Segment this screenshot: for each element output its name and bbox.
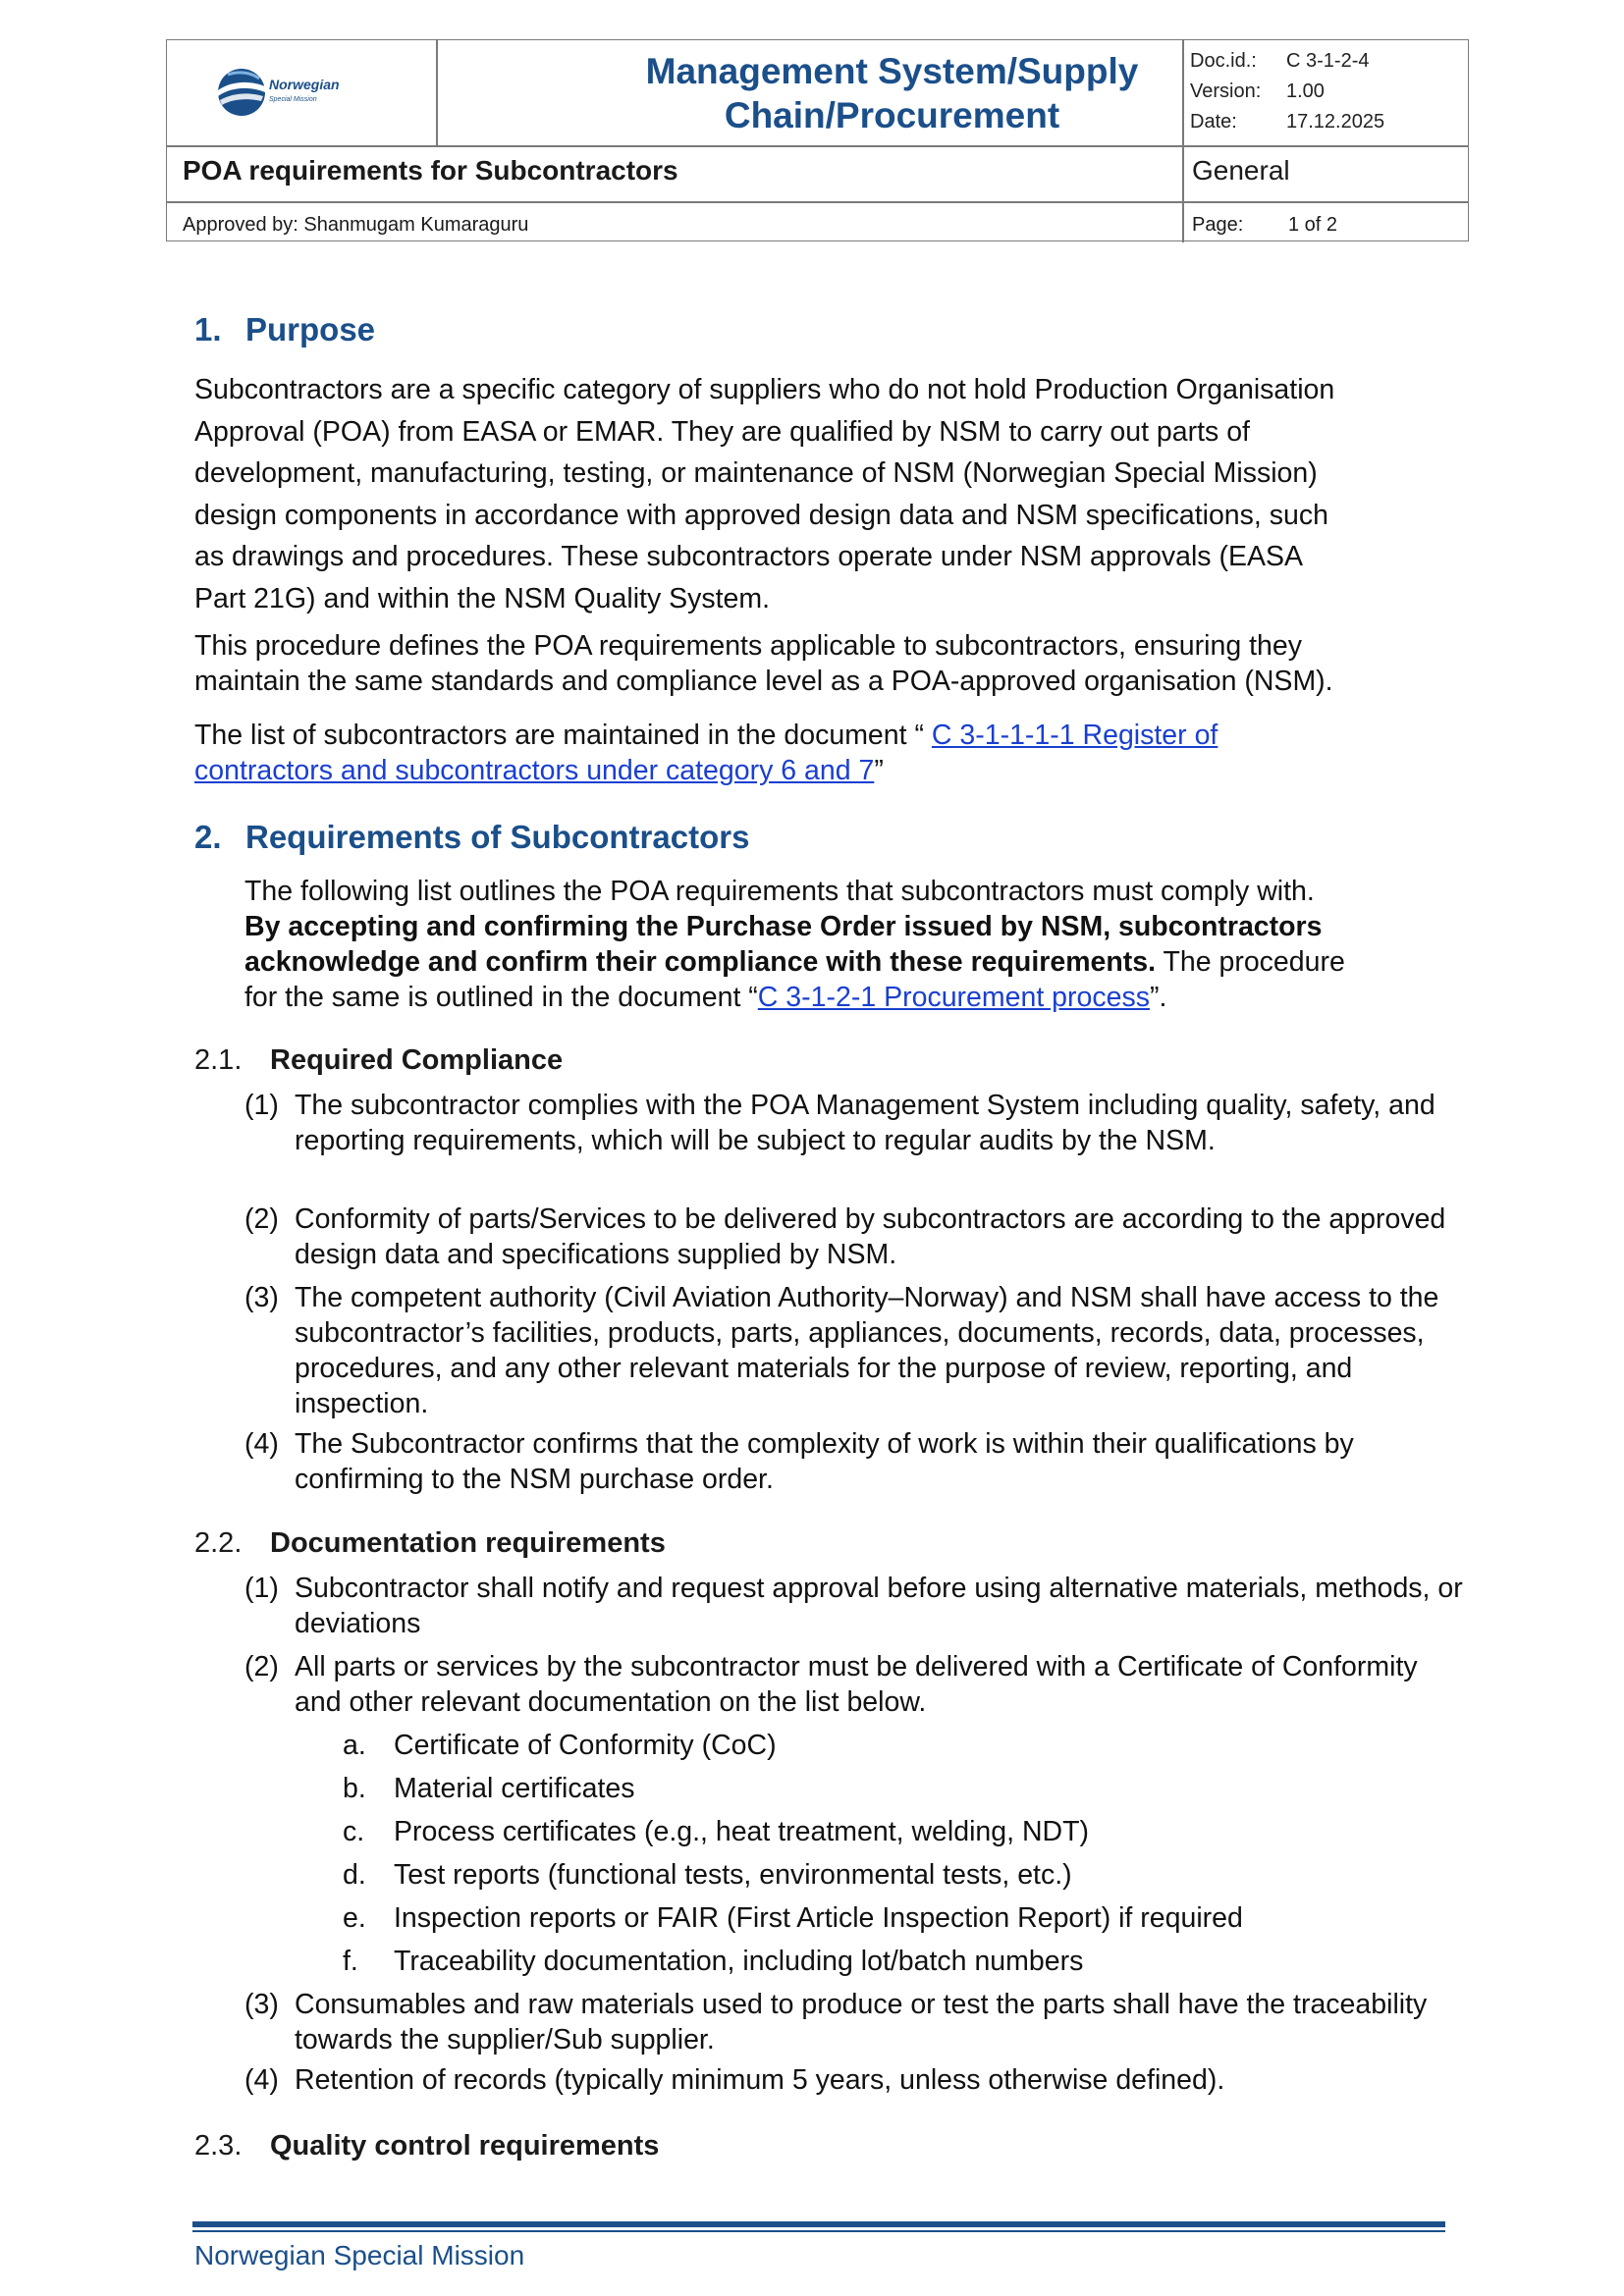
- text-line: The following list outlines the POA requirements that subcontractors must comply with.: [244, 876, 1315, 907]
- list-marker: (1): [244, 1573, 279, 1604]
- sub-list-text: Traceability documentation, including lot/batch numbers: [394, 1946, 1084, 1977]
- sub-list-text: Process certificates (e.g., heat treatment, welding, NDT): [394, 1816, 1090, 1847]
- sub-list-marker: b.: [343, 1773, 366, 1804]
- list-marker: (3): [244, 1989, 279, 2020]
- purpose-paragraph-3: [194, 718, 1461, 788]
- list-item: [244, 1201, 1467, 1272]
- text-segment: The procedure: [1156, 946, 1345, 978]
- list-marker: (2): [244, 1651, 279, 1682]
- list-item: [244, 1571, 1467, 1641]
- list-marker: (4): [244, 2064, 279, 2096]
- text-segment: The list of subcontractors are maintained in the document “: [194, 720, 932, 751]
- text-line-bold: By accepting and confirming the Purchase Order issued by NSM, subcontractors: [244, 911, 1323, 942]
- version-value: 1.00: [1286, 80, 1325, 102]
- purpose-paragraph-1: [194, 369, 1461, 619]
- list-text: The subcontractor complies with the POA Management System including quality, safety, and reporting requirements, which will be subject to regular audits by the NSM.: [295, 1090, 1435, 1156]
- list-marker: (4): [244, 1428, 279, 1460]
- footer-company-name: Norwegian Special Mission: [194, 2240, 525, 2270]
- version-label: Version:: [1190, 80, 1262, 102]
- page-value: 1 of 2: [1288, 214, 1338, 236]
- sub-list-marker: c.: [343, 1816, 365, 1847]
- date-label: Date:: [1190, 111, 1237, 133]
- document-subtitle: POA requirements for Subcontractors: [183, 155, 678, 186]
- document-header: [166, 39, 1469, 241]
- sub-list-item: [343, 1814, 1089, 1849]
- page-number: [1192, 214, 1337, 237]
- list-item: [244, 1649, 1467, 1720]
- sub-list-marker: e.: [343, 1902, 366, 1934]
- list-text: Subcontractor shall notify and request approval before using alternative materials, methods, or deviations: [295, 1573, 1463, 1639]
- text-line: Part 21G) and within the NSM Quality System.: [194, 582, 771, 614]
- section-1-heading: [194, 311, 375, 348]
- text-line: maintain the same standards and compliance level as a POA-approved organisation (NSM).: [194, 666, 1333, 697]
- footer-rule-thin: [192, 2230, 1445, 2232]
- logo-wordmark: Norwegian: [269, 77, 340, 92]
- list-text: Conformity of parts/Services to be delivered by subcontractors are according to the approved design data and specifications supplied by NSM.: [295, 1203, 1446, 1270]
- list-marker: (3): [244, 1282, 279, 1313]
- text-line: development, manufacturing, testing, or maintenance of NSM (Norwegian Special Mission): [194, 457, 1318, 489]
- sub-list-marker: f.: [343, 1946, 358, 1977]
- section-number: 1.: [194, 311, 222, 347]
- list-item: [244, 1280, 1467, 1421]
- list-item: [244, 1088, 1467, 1158]
- list-text: Retention of records (typically minimum 5 years, unless otherwise defined).: [295, 2064, 1225, 2096]
- register-document-link-cont[interactable]: contractors and subcontractors under category 6 and 7: [194, 755, 875, 786]
- company-logo: [167, 40, 436, 145]
- text-line: Approval (POA) from EASA or EMAR. They are qualified by NSM to carry out parts of: [194, 415, 1250, 448]
- sub-list-text: Certificate of Conformity (CoC): [394, 1730, 777, 1761]
- list-item: [244, 1426, 1467, 1497]
- list-marker: (2): [244, 1203, 279, 1235]
- text-line: design components in accordance with approved design data and NSM specifications, such: [194, 499, 1328, 531]
- sub-list-item: [343, 1771, 635, 1806]
- subsection-number: 2.1.: [194, 1044, 243, 1076]
- sub-list-item: [343, 1728, 777, 1763]
- sub-list-item: [343, 1944, 1083, 1979]
- text-segment: for the same is outlined in the document “: [244, 982, 758, 1013]
- sub-list-text: Inspection reports or FAIR (First Article Inspection Report) if required: [394, 1902, 1243, 1934]
- requirements-intro: [244, 874, 1472, 1015]
- subsection-number: 2.3.: [194, 2130, 243, 2162]
- text-segment-bold: acknowledge and confirm their compliance with these requirements.: [244, 946, 1157, 978]
- subsection-2-3-heading: [194, 2130, 659, 2163]
- register-document-link[interactable]: C 3-1-1-1-1 Register of: [931, 720, 1218, 751]
- logo-tagline: Special Mission: [269, 96, 317, 103]
- classification-label: General: [1192, 155, 1290, 186]
- list-item: [244, 2062, 1467, 2098]
- subsection-title: Quality control requirements: [270, 2130, 660, 2162]
- subsection-title: Required Compliance: [270, 1044, 564, 1076]
- list-item: [244, 1987, 1467, 2057]
- page-label: Page:: [1192, 214, 1244, 236]
- footer-rule: [192, 2221, 1445, 2227]
- section-number: 2.: [194, 819, 222, 855]
- section-title: Requirements of Subcontractors: [245, 819, 750, 855]
- sub-list-text: Material certificates: [394, 1773, 635, 1804]
- purpose-paragraph-2: [194, 628, 1461, 699]
- doc-id-value: C 3-1-2-4: [1286, 50, 1370, 72]
- document-meta: [1190, 46, 1465, 137]
- sub-list-item: [343, 1900, 1243, 1936]
- document-title: Management System/Supply Chain/Procurement: [645, 50, 1139, 135]
- procurement-process-link[interactable]: C 3-1-2-1 Procurement process: [757, 982, 1150, 1013]
- section-title: Purpose: [245, 311, 376, 347]
- doc-id-label: Doc.id.:: [1190, 50, 1257, 72]
- subsection-2-2-heading: [194, 1527, 666, 1560]
- section-2-heading: [194, 819, 749, 856]
- text-line: as drawings and procedures. These subcontractors operate under NSM approvals (EASA: [194, 541, 1303, 572]
- list-text: The competent authority (Civil Aviation Authority–Norway) and NSM shall have access to the subcontractor’s facilities, products, parts, appliances, documents, records, data, processes, procedures, and any other relevant materials for the purpose of review, reporting, and inspection.: [295, 1282, 1439, 1419]
- text-segment: ”: [874, 755, 884, 786]
- sub-list-text: Test reports (functional tests, environmental tests, etc.): [394, 1859, 1072, 1891]
- sub-list-marker: d.: [343, 1859, 366, 1891]
- text-segment: ”.: [1149, 982, 1167, 1013]
- text-line: This procedure defines the POA requirements applicable to subcontractors, ensuring they: [194, 630, 1302, 662]
- subsection-title: Documentation requirements: [270, 1527, 666, 1559]
- list-text: All parts or services by the subcontractor must be delivered with a Certificate of Conformity and other relevant documentation on the list below.: [295, 1651, 1418, 1718]
- list-text: The Subcontractor confirms that the complexity of work is within their qualifications by confirming to the NSM purchase order.: [295, 1428, 1354, 1495]
- date-value: 17.12.2025: [1286, 111, 1385, 133]
- sub-list-marker: a.: [343, 1730, 366, 1761]
- sub-list-item: [343, 1857, 1072, 1893]
- text-line: Subcontractors are a specific category of suppliers who do not hold Production Organisation: [194, 374, 1335, 405]
- list-marker: (1): [244, 1090, 279, 1121]
- subsection-number: 2.2.: [194, 1527, 243, 1559]
- subsection-2-1-heading: [194, 1044, 563, 1077]
- approved-by: Approved by: Shanmugam Kumaraguru: [183, 214, 529, 236]
- list-text: Consumables and raw materials used to produce or test the parts shall have the traceability towards the supplier/Sub supplier.: [295, 1989, 1428, 2056]
